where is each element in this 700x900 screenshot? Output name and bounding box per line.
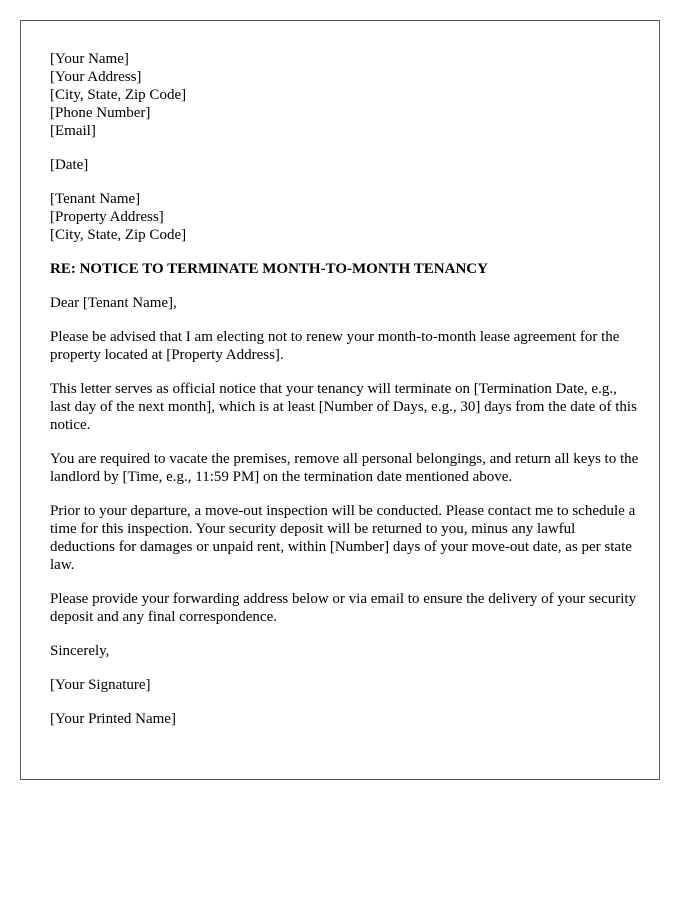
sender-address: [Your Address]: [50, 69, 142, 85]
letter-date: [Date]: [50, 157, 89, 173]
sender-name: [Your Name]: [50, 51, 129, 67]
sender-phone: [Phone Number]: [50, 105, 151, 121]
printed-name: [Your Printed Name]: [50, 711, 176, 727]
letter-frame: [20, 20, 660, 780]
subject-line: RE: NOTICE TO TERMINATE MONTH-TO-MONTH TENANCY: [50, 261, 488, 277]
sender-block: [50, 50, 640, 140]
closing: Sincerely,: [50, 643, 110, 659]
date-block: [50, 156, 640, 174]
sender-email: [Email]: [50, 123, 96, 139]
recipient-city-state-zip: [City, State, Zip Code]: [50, 227, 187, 243]
letter-body: [50, 50, 640, 744]
recipient-block: [50, 190, 640, 244]
paragraph-inspection: Prior to your departure, a move-out inspection will be conducted. Please contact me to schedule a time for this inspection. Your security deposit will be returned to you, minus any lawful deductions for damages or unpaid rent, within [Number] days of your move-out date, as per state law.: [50, 503, 636, 573]
paragraph-vacate: You are required to vacate the premises, remove all personal belongings, and return all keys to the landlord by [Time, e.g., 11:59 PM] on the termination date mentioned above.: [50, 451, 639, 485]
paragraph-termination-date: This letter serves as official notice that your tenancy will terminate on [Termination Date, e.g., last day of the next month], which is at least [Number of Days, e.g., 30] days from the date of this notice.: [50, 381, 637, 433]
salutation: Dear [Tenant Name],: [50, 295, 177, 311]
paragraph-forwarding-address: Please provide your forwarding address below or via email to ensure the delivery of your security deposit and any final correspondence.: [50, 591, 637, 625]
recipient-name: [Tenant Name]: [50, 191, 141, 207]
sender-city-state-zip: [City, State, Zip Code]: [50, 87, 187, 103]
signature: [Your Signature]: [50, 677, 151, 693]
recipient-property-address: [Property Address]: [50, 209, 164, 225]
paragraph-intent: Please be advised that I am electing not to renew your month-to-month lease agreement for the property located at [Property Address].: [50, 329, 620, 363]
